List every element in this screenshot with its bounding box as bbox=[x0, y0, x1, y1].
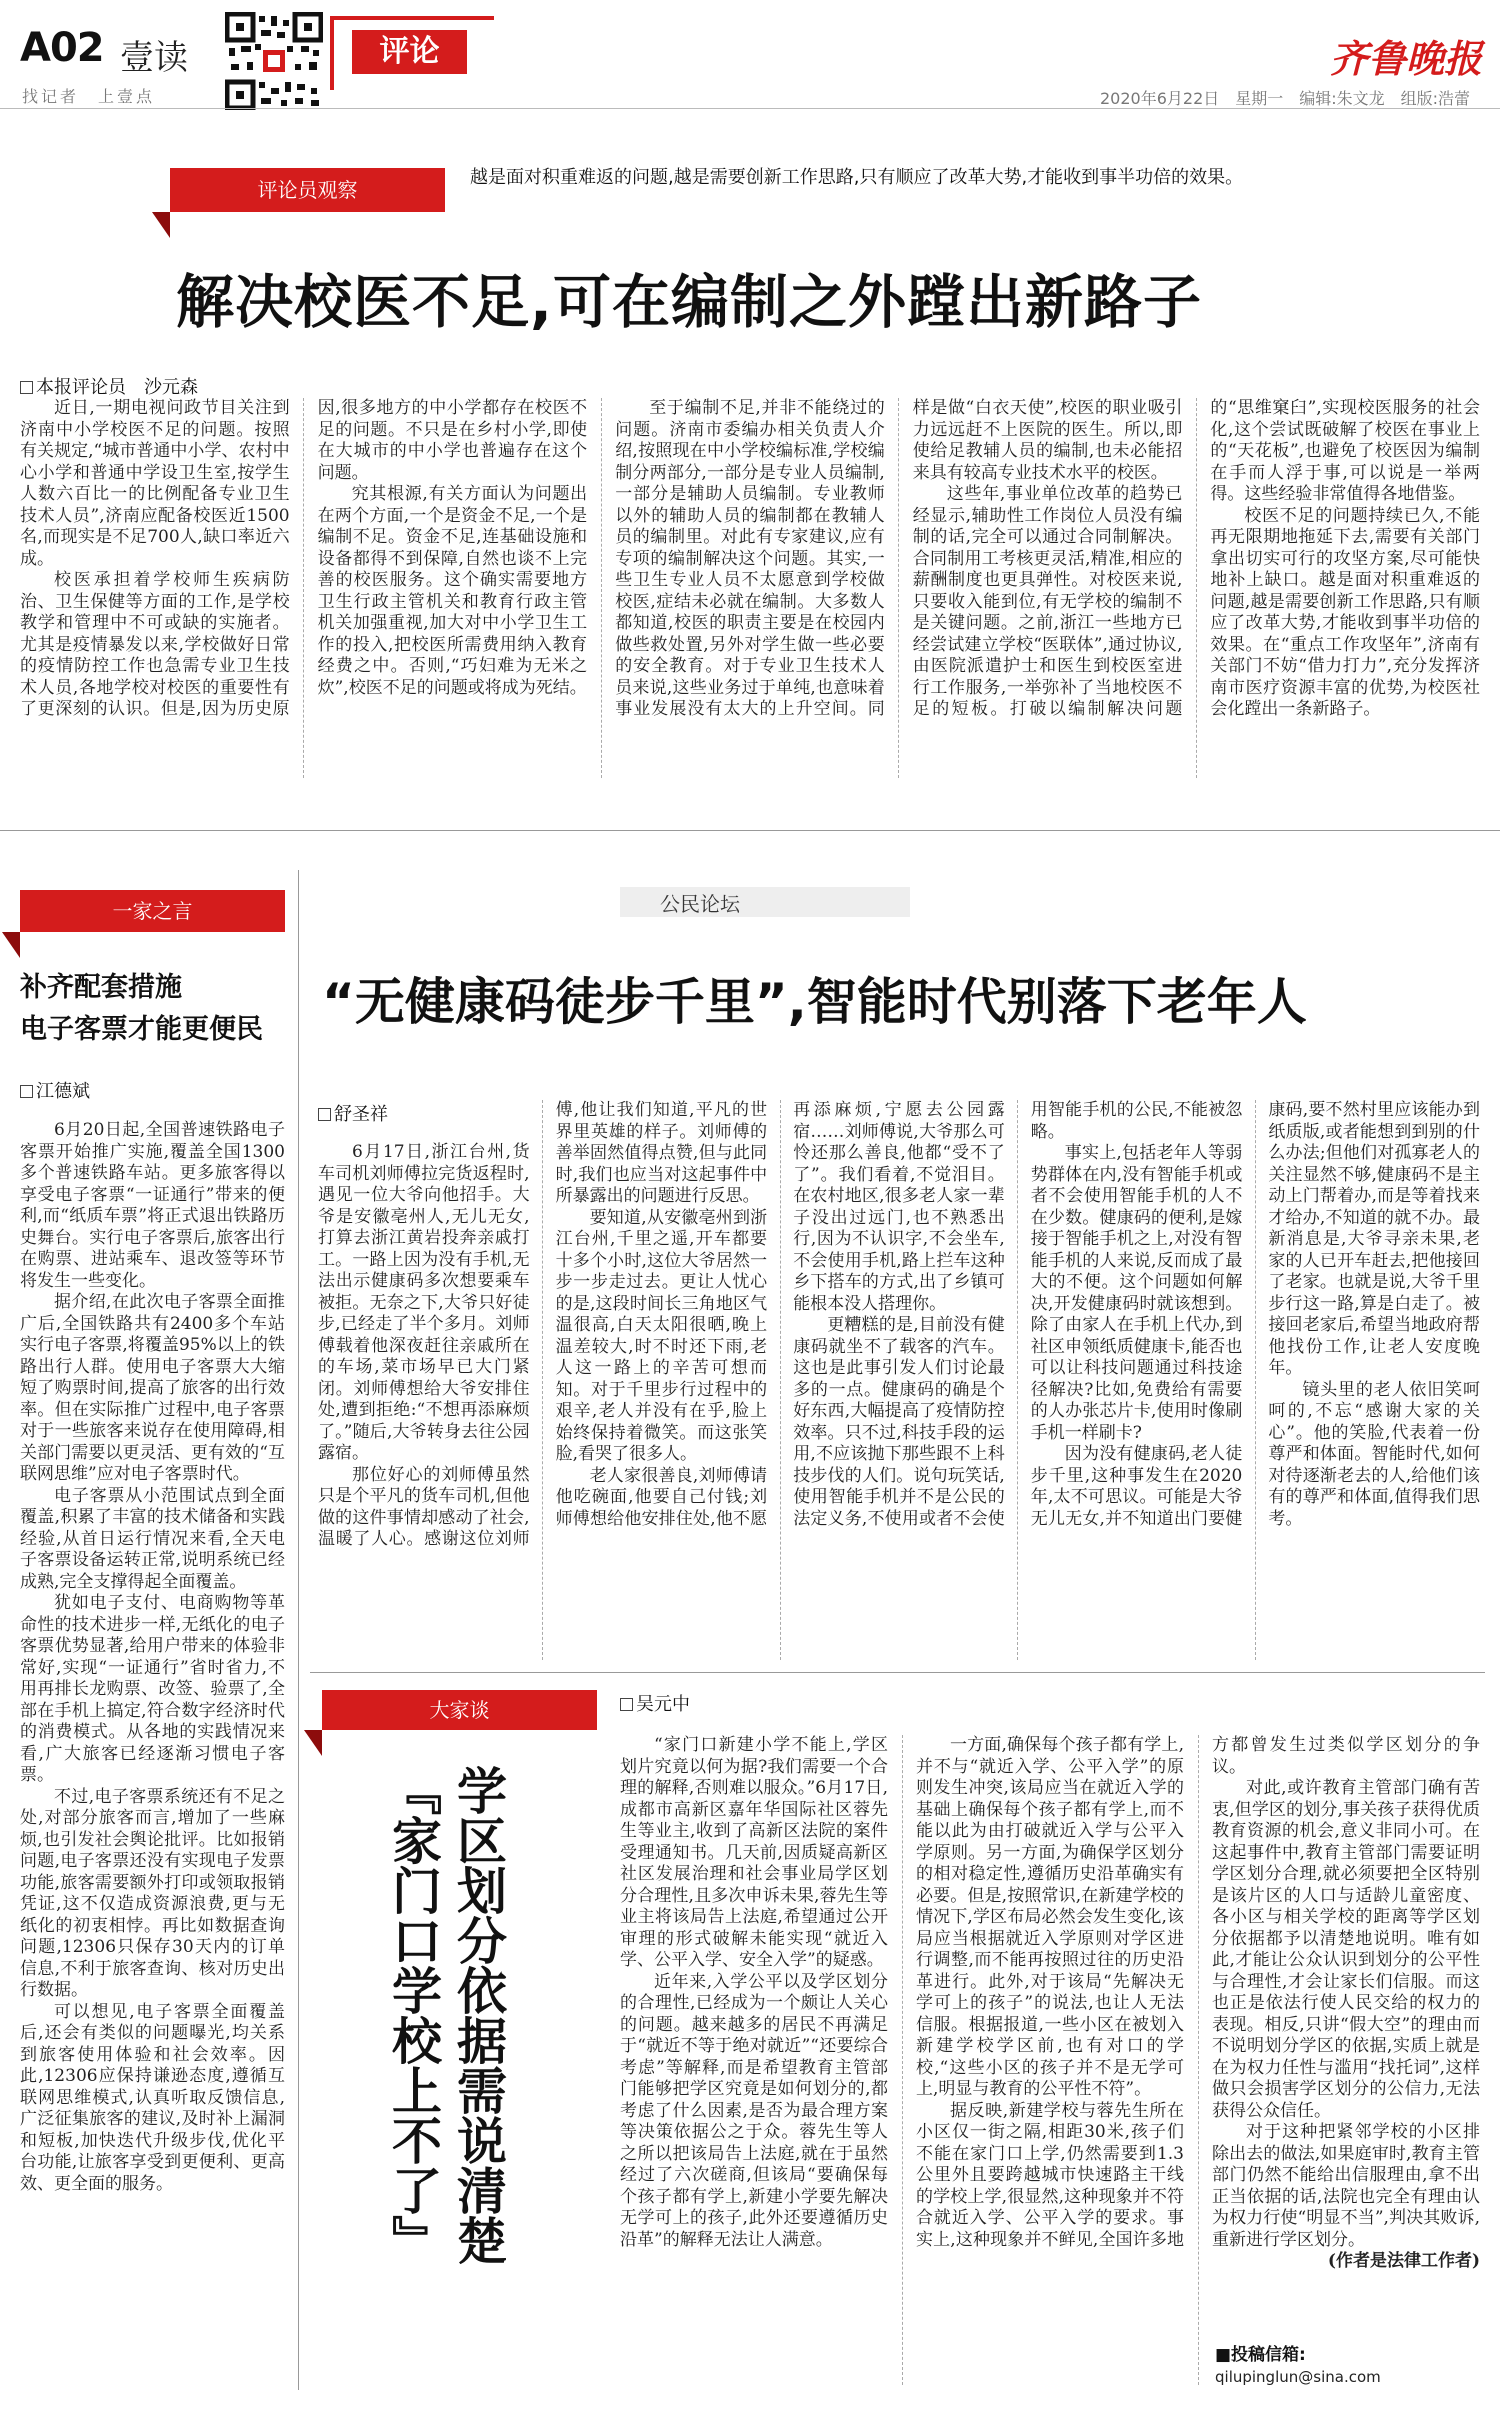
page-number: A02 bbox=[20, 25, 104, 71]
article3-paragraph: 镜头里的老人依旧笑呵呵的,不忘“感谢大家的关心”。他的笑脸,代表着一份尊严和体面。智能时代,如何对待逐渐老去的人,给他们该有的尊严和体面,值得我们思考。 bbox=[1268, 1379, 1480, 1529]
section-divider bbox=[310, 1672, 1485, 1673]
article2-headline-1: 补齐配套措施 bbox=[20, 972, 182, 1003]
article2-paragraph: 可以想见,电子客票全面覆盖后,还会有类似的问题曝光,均关系到旅客使用体验和社会效率。因此,12306应保持谦逊态度,遵循互联网思维模式,认真听取反馈信息,广泛征集旅客的建议,及时补上漏洞和短板,加快迭代升级步伐,优化平台功能,让旅客享受到更便利、更高效、更全面的服务。 bbox=[20, 2001, 285, 2194]
article2-paragraph: 犹如电子支付、电商购物等革命性的技术进步一样,无纸化的电子客票优势显著,给用户带来的体验非常好,实现“一证通行”省时省力,不用再排长龙购票、改签、验票了,全部在手机上搞定,符合数字经济时代的消费模式。从各地的实践情况来看,广大旅客已经逐渐习惯电子客票。 bbox=[20, 1593, 285, 1785]
article3-headline: “无健康码徒步千里”,智能时代别落下老年人 bbox=[322, 973, 1307, 1031]
article4-body bbox=[620, 1735, 1480, 2385]
section-name: 壹读 bbox=[120, 38, 188, 78]
article2-byline-text: 江德斌 bbox=[36, 1081, 90, 1102]
article4-headline-1: 学区划分依据需说清楚 bbox=[449, 1765, 507, 2265]
article2-byline bbox=[20, 1077, 90, 1103]
byline-box-icon bbox=[20, 1085, 33, 1098]
article3-byline-spacer bbox=[318, 1100, 530, 1142]
article3-paragraph: 事实上,包括老年人等弱势群体在内,没有智能手机或者不会使用智能手机的人不在少数。健康码的便利,是嫁接于智能手机之上,对没有智能手机的人来说,反而成了最大的不便。这个问题如何解决,开发健康码时就该想到。除了由家人在手机上代办,到社区申领纸质健康卡,能否也可以让科技问题通过科技途径解决?比如,免费给有需要的人办张芯片卡,使用时像刷手机一样刷卡? bbox=[1030, 1143, 1243, 1443]
article2-paragraph: 不过,电子客票系统还有不足之处,对部分旅客而言,增加了一些麻烦,也引发社会舆论批评。比如报销问题,电子客票还没有实现电子发票功能,旅客需要额外打印或领取报销凭证,这不仅造成资源浪费,更与无纸化的初衷相悖。再比如数据查询问题,12306只保存30天内的订单信息,不利于旅客查询、核对历史出行数据。 bbox=[20, 1786, 285, 2000]
article4-paragraph: 近年来,入学公平以及学区划分的合理性,已经成为一个颇让人关心的问题。越来越多的居民不再满足于“就近不等于绝对就近”“还要综合考虑”等解释,而是希望教育主管部门能够把学区究竟是如何划分的,都考虑了什么因素,是否为最合理方案等决策依据公之于众。蓉先生等人之所以把该局告上法庭,就在于虽然经过了六次磋商,但该局“要确保每个孩子都有学上,新建小学要先解决无学可上的孩子,此外还要遵循历史沿革”的解释无法让人满意。 bbox=[620, 1971, 888, 2250]
article2-headline-2: 电子客票才能更便民 bbox=[20, 1014, 263, 1045]
article1-paragraph: 校医承担着学校师生疾病防治、卫生保健等方面的工作,是学校教学和管理中不可或缺的实施者。尤其是疫情暴发以来,学校做好日常的疫情防控工作也急需专业卫生技术人员,各地学校对校医的重要性有了更深刻的认识。但是,因为历史原因,很多地方的中小学都存在校医不足的问题。不只是在乡村小学,即使在大城市的中小学也普遍存在这个问题。 bbox=[20, 398, 588, 719]
article1-headline: 解决校医不足,可在编制之外蹚出新路子 bbox=[176, 268, 1203, 336]
submission-email[interactable]: qilupinglun@sina.com bbox=[1215, 2368, 1381, 2386]
article3-paragraph: 更糟糕的是,目前没有健康码就坐不了载客的汽车。这也是此事引发人们讨论最多的一点。健康码的确是个好东西,大幅提高了疫情防控效率。只不过,科技手段的运用,不应该抛下那些跟不上科技步伐的人们。说句玩笑话,使用智能手机并不是公民的法定义务,不使用或者不会使用智能手机的公民,不能被忽略。 bbox=[793, 1100, 1243, 1529]
article2-body bbox=[20, 1120, 285, 2220]
byline-box-icon bbox=[620, 1698, 633, 1711]
article2-paragraph: 6月20日起,全国普速铁路电子客票开始推广实施,覆盖全国1300多个普速铁路车站。更多旅客得以享受电子客票“一证通行”带来的便利,而“纸质车票”将正式退出铁路历史舞台。实行电子客票后,旅客出行在购票、进站乘车、退改签等环节将发生一些变化。 bbox=[20, 1120, 285, 1291]
article1-byline-text: 本报评论员 沙元森 bbox=[36, 377, 198, 398]
tag-commentator: 评论员观察 bbox=[170, 168, 445, 212]
article1-paragraph: 校医不足的问题持续已久,不能再无限期地拖延下去,需要有关部门拿出切实可行的攻坚方案,尽可能快地补上缺口。越是面对积重难返的问题,越是需要创新工作思路,只有顺应了改革大势,才能收到事半功倍的效果。在“重点工作攻坚年”,济南有关部门不妨“借力打力”,充分发挥济南市医疗资源丰富的优势,为校医社会化蹚出一条新路子。 bbox=[1210, 505, 1480, 719]
header-date-editor: 2020年6月22日 星期一 编辑:朱文龙 组版:浩蕾 bbox=[1100, 89, 1471, 108]
submission-label: ■投稿信箱: bbox=[1215, 2345, 1306, 2365]
qr-code bbox=[225, 12, 323, 110]
section-divider bbox=[0, 830, 1500, 831]
article4-paragraph: 对此,或许教育主管部门确有苦衷,但学区的划分,事关孩子获得优质教育资源的机会,意义非同小可。在这起事件中,教育主管部门需要证明学区划分合理,就必须要把全区特别是该片区的人口与适龄儿童密度、各小区与相关学校的距离等学区划分依据都予以清楚地说明。唯有如此,才能让公众认识到划分的公平性与合理性,才会让家长们信服。而这也正是依法行使人民交给的权力的表现。相反,只讲“假大空”的理由而不说明划分学区的依据,实质上就是在为权力任性与滥用“找托词”,这样做只会损害学区划分的公信力,无法获得公众信任。 bbox=[1212, 1778, 1480, 2121]
article3-paragraph: 要知道,从安徽亳州到浙江台州,千里之遥,开车都要十多个小时,这位大爷居然一步一步走过去。更让人忧心的是,这段时间长三角地区气温很高,白天太阳很晒,晚上温差较大,时不时还下雨,老人这一路上的辛苦可想而知。对于千里步行过程中的艰辛,老人并没有在乎,脸上始终保持着微笑。而这张笑脸,看哭了很多人。 bbox=[555, 1207, 768, 1464]
article4-paragraph: 对于这种把紧邻学校的小区排除出去的做法,如果庭审时,教育主管部门仍然不能给出信服理由,拿不出正当依据的话,法院也完全有理由认为权力行使“明显不当”,判决其败诉,重新进行学区划分。 bbox=[1212, 2122, 1480, 2250]
article1-paragraph: 究其根源,有关方面认为问题出在两个方面,一个是资金不足,一个是编制不足。资金不足,连基础设施和设备都得不到保障,自然也谈不上完善的校医服务。这个确实需要地方卫生行政主管机关和教育行政主管机关加强重视,加大对中小学卫生工作的投入,把校医所需费用纳入教育经费之中。否则,“巧妇难为无米之炊”,校医不足的问题或将成为死结。 bbox=[317, 484, 588, 698]
article1-byline bbox=[20, 373, 198, 399]
article4-author-note: (作者是法律工作者) bbox=[1327, 2251, 1480, 2271]
article4-paragraph: “家门口新建小学不能上,学区划片究竟以何为据?我们需要一个合理的解释,否则难以服众。”6月17日,成都市高新区嘉年华国际社区蓉先生等业主,收到了高新区法院的案件受理通知书。几天前,因质疑高新区社区发展治理和社会事业局学区划分合理性,且多次申诉未果,蓉先生等业主将该局告上法庭,希望通过公开审理的形式破解未能实现“就近入学、公平入学、安全入学”的疑惑。 bbox=[620, 1735, 888, 1970]
column-label: 评论 bbox=[352, 30, 467, 74]
header-rule bbox=[0, 108, 1500, 109]
article3-paragraph: 老人家很善良,刘师傅请他吃碗面,他要自己付钱;刘师傅想给他安排住处,他不愿再添麻烦,宁愿去公园露宿……刘师傅说,大爷那么可怜还那么善良,他都“受不了了”。我们看着,不觉泪目。在农村地区,很多老人家一辈子没出过远门,也不熟悉出行,因为不认识字,不会坐车,不会使用手机,路上拦车这种乡下搭车的方式,出了乡镇可能根本没人搭理你。 bbox=[555, 1100, 1005, 1529]
header-motto: 找记者 上壹点 bbox=[22, 87, 156, 106]
article3-byline-text: 舒圣祥 bbox=[334, 1104, 388, 1125]
article3-paragraph: 因为没有健康码,老人徒步千里,这种事发生在2020年,太不可思议。可能是大爷无儿无女,并不知道出门要健康码,要不然村里应该能办到纸质版,或者能想到到别的什么办法;但他们对孤寡老人的关注显然不够,健康码不是主动上门帮着办,而是等着找来才给办,不知道的就不办。最新消息是,大爷寻亲未果,老家的人已开车赶去,把他接回了老家。也就是说,大爷千里步行这一路,算是白走了。被接回老家后,希望当地政府帮他找份工作,让老人安度晚年。 bbox=[1030, 1100, 1480, 1529]
article1-paragraph: 至于编制不足,并非不能绕过的问题。济南市委编办相关负责人介绍,按照现在中小学校编标准,学校编制分两部分,一部分是专业人员编制,一部分是辅助人员编制。专业教师以外的辅助人员的编制都在教辅人员的编制里。对此有专家建议,应有专项的编制解决这个问题。其实,一些卫生专业人员不太愿意到学校做校医,症结未必就在编制。大多数人都知道,校医的职责主要是在校园内做些救处置,另外对学生做一些必要的安全教育。对于专业卫生技术人员来说,这些业务过于单纯,也意味着事业发展没有太大的上升空间。同样是做“白衣天使”,校医的职业吸引力远远赶不上医院的医生。所以,即使给足教辅人员的编制,也未必能招来具有较高专业技术水平的校医。 bbox=[615, 398, 1183, 719]
article4-paragraph: 据反映,新建学校与蓉先生所在小区仅一街之隔,相距30米,孩子们不能在家门口上学,仍然需要到1.3公里外且要跨越城市快速路主干线的学校上学,很显然,这种现象并不符合就近入学、公平入学的要求。事实上,这种现象并不鲜见,全国许多地方都曾发生过类似学区划分的争议。 bbox=[916, 1735, 1480, 2250]
article4-byline bbox=[620, 1690, 690, 1716]
article3-paragraph: 那位好心的刘师傅虽然只是个平凡的货车司机,但他做的这件事情却感动了社会,温暖了人心。感谢这位刘师傅,他让我们知道,平凡的世界里英雄的样子。刘师傅的善举固然值得点赞,但与此同时,我们也应当对这起事件中所暴露出的问题进行反思。 bbox=[318, 1100, 768, 1549]
article3-body bbox=[318, 1100, 1480, 1660]
article1-paragraph: 这些年,事业单位改革的趋势已经显示,辅助性工作岗位人员没有编制的话,完全可以通过合同制解决。合同制用工考核更灵活,精准,相应的薪酬制度也更具弹性。对校医来说,只要收入能到位,有无学校的编制不是关键问题。之前,浙江一些地方已经尝试建立学校“医联体”,通过协议,由医院派遣护士和医生到校医室进行工作服务,一举弥补了当地校医不足的短板。打破以编制解决问题的“思维窠臼”,实现校医服务的社会化,这个尝试既破解了校医在事业上的“天花板”,也避免了校医因为编制在手而人浮于事,可以说是一举两得。这些经验非常值得各地借鉴。 bbox=[912, 398, 1480, 719]
article4-byline-text: 吴元中 bbox=[636, 1694, 690, 1715]
article2-paragraph: 电子客票从小范围试点到全面覆盖,积累了丰富的技术储备和实践经验,从首日运行情况来看,全天电子客票设备运转正常,说明系统已经成熟,完全支撑得起全面覆盖。 bbox=[20, 1485, 285, 1592]
article1-paragraph: 近日,一期电视问政节目关注到济南中小学校医不足的问题。按照有关规定,“城市普通中小学、农村中心小学和普通中学设卫生室,按学生人数六百比一的比例配备专业卫生技术人员”,济南应配备校医近1500名,而现实是不足700人,缺口率近六成。 bbox=[20, 398, 290, 569]
article1-body bbox=[20, 398, 1480, 778]
tag-yijiazhiyan: 一家之言 bbox=[20, 890, 285, 932]
byline-box-icon bbox=[20, 381, 33, 394]
article3-paragraph: 6月17日,浙江台州,货车司机刘师傅拉完货返程时,遇见一位大爷向他招手。大爷是安徽亳州人,无儿无女,打算去浙江黄岩投奔亲戚打工。一路上因为没有手机,无法出示健康码多次想要乘车被拒。无奈之下,大爷只好徒步,已经走了半个多月。刘师傅载着他深夜赶往亲戚所在的车场,菜市场早已大门紧闭。刘师傅想给大爷安排住处,遭到拒绝:“不想再添麻烦了。”随后,大爷转身去往公园露宿。 bbox=[318, 1142, 530, 1463]
article2-paragraph: 据介绍,在此次电子客票全面推广后,全国铁路共有2400多个车站实行电子客票,将覆盖95%以上的铁路出行人群。使用电子客票大大缩短了购票时间,提高了旅客的出行效率。但在实际推广过程中,电子客票对于一些旅客来说存在使用障碍,相关部门需要以更灵活、更有效的“互联网思维”应对电子客票时代。 bbox=[20, 1292, 285, 1484]
tag-gongmin: 公民论坛 bbox=[660, 892, 740, 916]
vertical-divider bbox=[298, 870, 299, 2390]
article4-headline-2: 『家门口学校上不了』 bbox=[384, 1765, 442, 2265]
paper-logo: 齐鲁晚报 bbox=[1330, 36, 1483, 81]
article1-deck: 越是面对积重难返的问题,越是需要创新工作思路,只有顺应了改革大势,才能收到事半功倍的效果。 bbox=[470, 167, 1244, 188]
article4-paragraph: 一方面,确保每个孩子都有学上,并不与“就近入学、公平入学”的原则发生冲突,该局应当在就近入学的基础上确保每个孩子都有学上,而不能以此为由打破就近入学与公平入学原则。另一方面,为确保学区划分的相对稳定性,遵循历史沿革确实有必要。但是,按照常识,在新建学校的情况下,学区布局必然会发生变化,该局应当根据就近入学原则对学区进行调整,而不能再按照过往的历史沿革进行。此外,对于该局“先解决无学可上的孩子”的说法,也让人无法信服。根据报道,一些小区在被划入新建学校学区前,也有对口的学校,“这些小区的孩子并不是无学可上,明显与教育的公平性不符”。 bbox=[916, 1735, 1184, 2099]
tag-dajiatan: 大家谈 bbox=[322, 1690, 597, 1730]
